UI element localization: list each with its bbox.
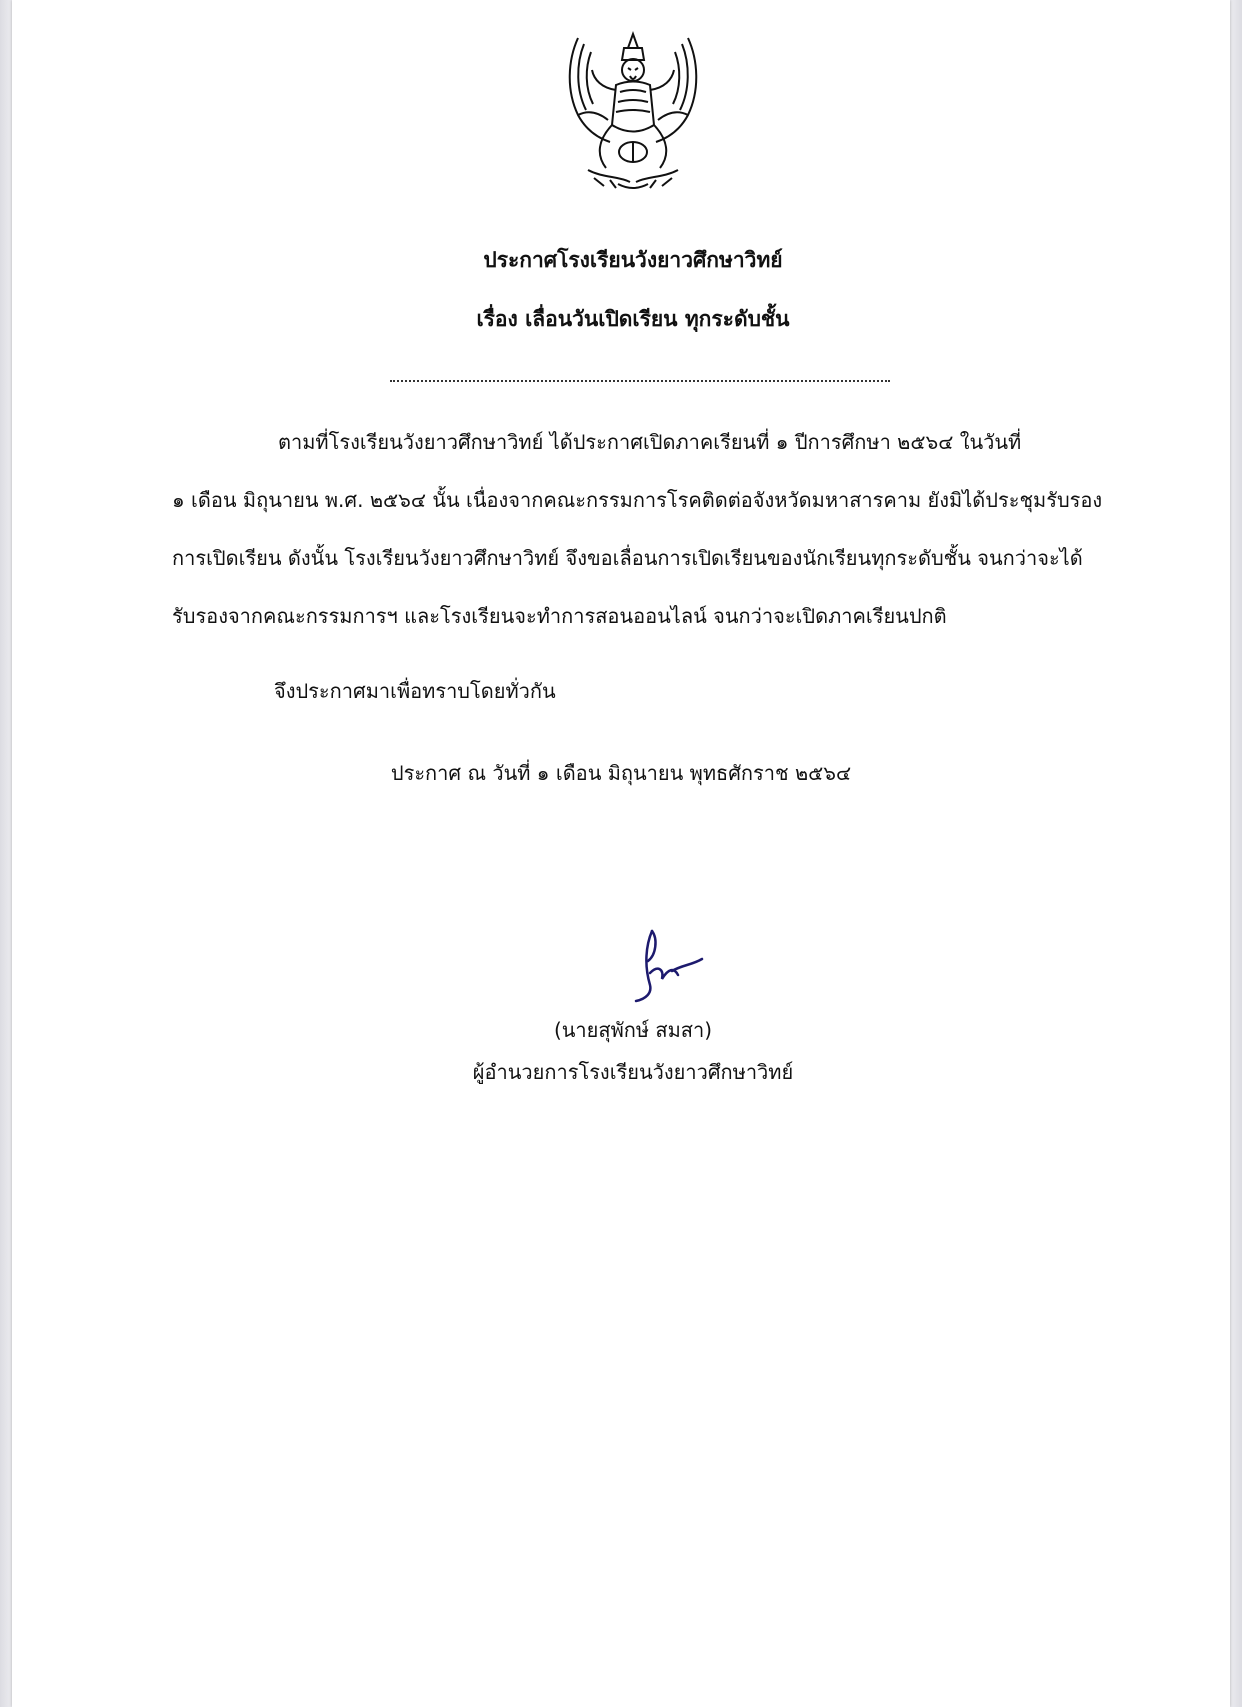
body-line: รับรองจากคณะกรรมการฯ และโรงเรียนจะทำการสอนออนไลน์ จนกว่าจะเปิดภาคเรียนปกติ bbox=[172, 604, 947, 628]
announcement-body bbox=[172, 413, 1103, 645]
body-line: ตามที่โรงเรียนวังยาวศึกษาวิทย์ ได้ประกาศเปิดภาคเรียนที่ ๑ ปีการศึกษา ๒๕๖๔ ในวันที่ bbox=[278, 430, 1022, 454]
background-edge-left bbox=[0, 0, 12, 1707]
handwritten-signature bbox=[622, 925, 712, 1005]
body-line: การเปิดเรียน ดังนั้น โรงเรียนวังยาวศึกษาวิทย์ จึงขอเลื่อนการเปิดเรียนของนักเรียนทุกระดับชั้น จนกว่าจะได้ bbox=[172, 546, 1083, 570]
garuda-emblem-icon bbox=[558, 30, 708, 192]
announcement-date: ประกาศ ณ วันที่ ๑ เดือน มิถุนายน พุทธศักราช ๒๕๖๔ bbox=[390, 761, 852, 785]
signer-name: (นายสุพักษ์ สมสา) bbox=[553, 1018, 713, 1042]
announcement-subject: เรื่อง เลื่อนวันเปิดเรียน ทุกระดับชั้น bbox=[476, 307, 790, 331]
signer-title: ผู้อำนวยการโรงเรียนวังยาวศึกษาวิทย์ bbox=[472, 1060, 794, 1084]
separator-line bbox=[390, 380, 890, 382]
body-line: ๑ เดือน มิถุนายน พ.ศ. ๒๕๖๔ นั้น เนื่องจากคณะกรรมการโรคติดต่อจังหวัดมหาสารคาม ยังมิได้ประชุมรับรอง bbox=[172, 488, 1103, 512]
closing-statement: จึงประกาศมาเพื่อทราบโดยทั่วกัน bbox=[274, 679, 556, 703]
announcement-title: ประกาศโรงเรียนวังยาวศึกษาวิทย์ bbox=[483, 248, 783, 272]
document-page bbox=[12, 0, 1230, 1707]
